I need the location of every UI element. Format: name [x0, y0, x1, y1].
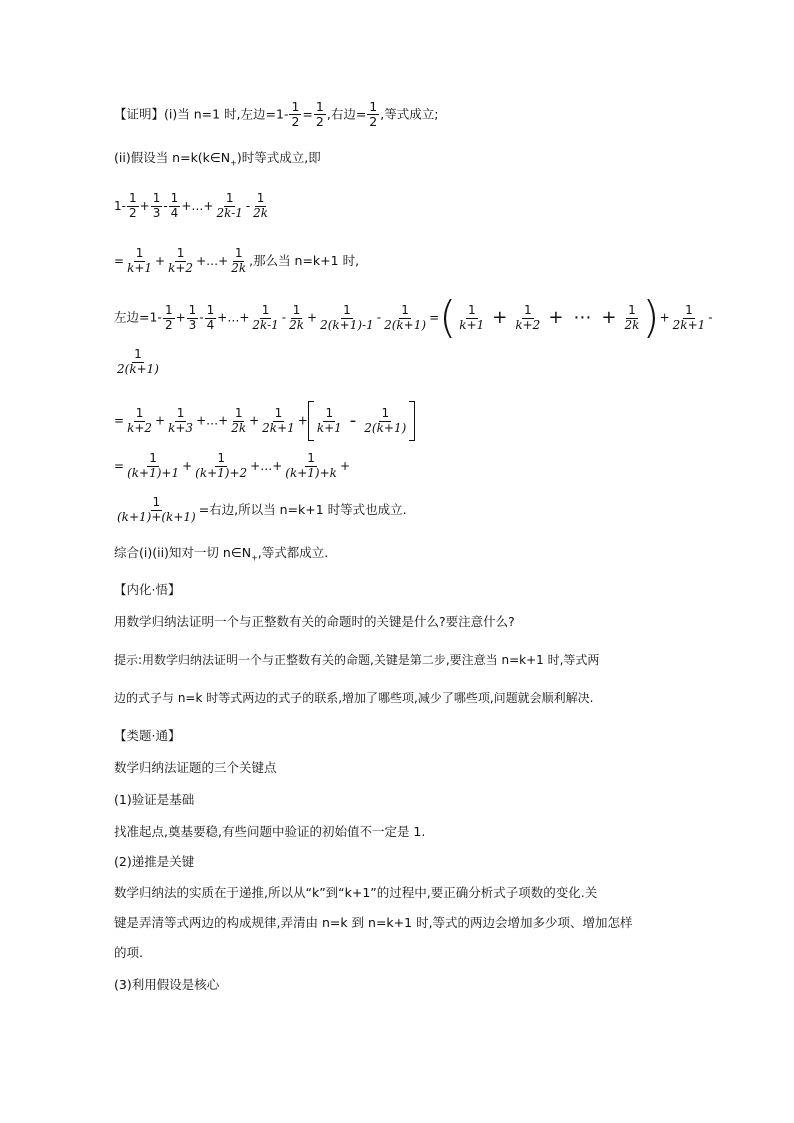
key1-title: (1)验证是基础 [114, 792, 195, 807]
key2-line-1: 数学归纳法的实质在于递推,所以从“k”到“k+1”的过程中,要正确分析式子项数的变化.关 [114, 885, 598, 900]
left-side-k-plus-1: 左边=1- $\frac{1}{2}$ + $\frac{1}{3}$ - $\frac{1}{4}$ +…+ $\frac{1}{2k-1}$ - $\frac{1}{2k}$ + $\frac{1}{2(k+1)-1}$ - $\frac{1}{2(k+1)}$ =( $\frac{1}{k+1}$ + $\frac{1}{k+2}$ + ⋯ + $\frac{1}{2k}$ )+ $\frac{1}{2k+1}$ - [114, 292, 713, 343]
key3-title: (3)利用假设是核心 [114, 977, 220, 992]
left-side-continuation: $\frac{1}{2(k+1)}$ [117, 347, 159, 376]
key2-line-2: 键是弄清等式两边的构成规律,弄清由 n=k 到 n=k+1 时,等式的两边会增加多少项、增加怎样 [114, 915, 633, 930]
hint-line-1: 提示:用数学归纳法证明一个与正整数有关的命题,关键是第二步,要注意当 n=k+1 时,等式两 [114, 653, 600, 667]
derivation-step-1: = $\frac{1}{k+2}$ + $\frac{1}{k+3}$ +…+ $\frac{1}{2k}$ + $\frac{1}{2k+1}$ + $\frac{1}{k+1}$ - $\frac{1}{2(k+1)}$ [114, 401, 415, 441]
section-similar-heading: 【类题·通】 [114, 728, 181, 743]
key2-line-3: 的项. [114, 945, 143, 960]
proof-label: 【证明】 [114, 106, 165, 122]
derivation-step-2: = $\frac{1}{(k+1)+1}$ + $\frac{1}{(k+1)+2}$ +…+ $\frac{1}{(k+1)+k}$ + [114, 451, 350, 480]
conclusion: 综合(i)(ii)知对一切 $n\in N_+$,等式都成立. [114, 545, 329, 563]
key1-text: 找准起点,奠基要稳,有些问题中验证的初始值不一定是 1. [114, 824, 426, 839]
hypothesis-left: 1- $\frac{1}{2}$ + $\frac{1}{3}$ - $\frac{1}{4}$ +…+ $\frac{1}{2k-1}$ - $\frac{1}{2k}$ [114, 191, 269, 220]
proof-step-1: 【证明】(i)当 n=1 时,左边=1- $\frac{1}{2}$ = $\frac{1}{2}$ ,右边= $\frac{1}{2}$ ,等式成立; [114, 99, 439, 130]
proof-step-2: (ii)假设当 $n=k(k\in N_+)$时等式成立,即 [114, 150, 321, 168]
section-internalize-heading: 【内化·悟】 [114, 582, 181, 597]
derivation-step-3: $\frac{1}{(k+1)+(k+1)}$ =右边,所以当 n=k+1 时等式也成立. [117, 495, 407, 524]
key2-title: (2)递推是关键 [114, 854, 195, 869]
question-text: 用数学归纳法证明一个与正整数有关的命题时的关键是什么?要注意什么? [114, 614, 515, 629]
hint-line-2: 边的式子与 n=k 时等式两边的式子的联系,增加了哪些项,减少了哪些项,问题就会顺利解决. [114, 691, 594, 705]
hypothesis-right: = $\frac{1}{k+1}$ + $\frac{1}{k+2}$ +…+ $\frac{1}{2k}$ ,那么当 n=k+1 时, [114, 246, 360, 275]
three-keys-title: 数学归纳法证题的三个关键点 [114, 760, 277, 775]
